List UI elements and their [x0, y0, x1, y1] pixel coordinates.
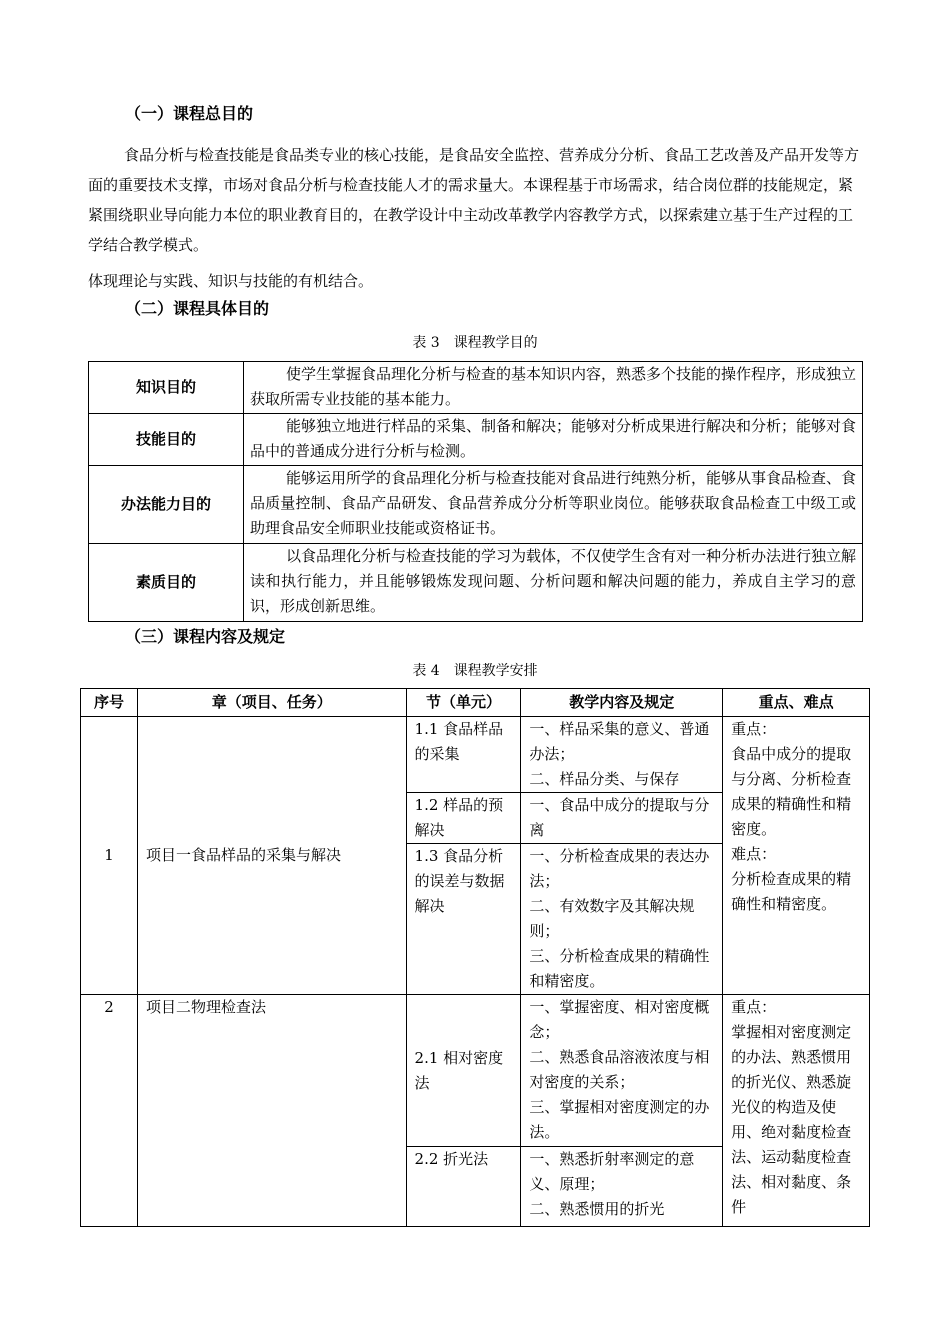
section-3-title: （三）课程内容及规定	[125, 627, 286, 646]
goal-label: 办法能力目的	[89, 466, 244, 544]
row-number: 2	[81, 995, 138, 1227]
table-header-row	[81, 689, 870, 717]
content-cell	[521, 717, 723, 793]
goal-label: 素质目的	[89, 544, 244, 622]
table-row	[81, 995, 870, 1147]
column-header: 节（单元）	[406, 689, 521, 717]
column-header: 序号	[81, 689, 138, 717]
content-line: 一、分析检查成果的表达办法；	[529, 847, 710, 890]
goal-text: 使学生掌握食品理化分析与检查的基本知识内容，熟悉多个技能的操作程序，形成独立获取所需专业技能的基本能力。	[244, 362, 863, 414]
content-cell	[521, 995, 723, 1147]
key-label: 重点：	[731, 998, 777, 1016]
table-row	[89, 544, 863, 622]
content-cell	[521, 1147, 723, 1227]
content-line: 二、熟悉食品溶液浓度与相对密度的关系；	[529, 1048, 710, 1091]
content-cell: 一、食品中成分的提取与分离	[521, 793, 723, 844]
chapter-cell: 项目二物理检查法	[137, 995, 406, 1227]
table-row	[81, 717, 870, 793]
section-cell: 1.2 样品的预解决	[406, 793, 521, 844]
section-cell: 2.1 相对密度法	[406, 995, 521, 1147]
goal-label: 技能目的	[89, 414, 244, 466]
content-line: 二、样品分类、与保存	[529, 770, 680, 788]
section-1-title: （一）课程总目的	[125, 104, 254, 123]
key-points-cell	[723, 995, 870, 1227]
content-line: 二、熟悉惯用的折光	[529, 1200, 665, 1218]
goal-text: 以食品理化分析与检查技能的学习为载体，不仅使学生含有对一种分析办法进行独立解读和执行能力，并且能够锻炼发现问题、分析问题和解决问题的能力，养成自主学习的意识，形成创新思维。	[244, 544, 863, 622]
section-1-paragraph-2: 体现理论与实践、知识与技能的有机结合。	[88, 272, 374, 290]
content-cell	[521, 844, 723, 995]
section-2-title: （二）课程具体目的	[125, 299, 270, 318]
column-header: 重点、难点	[723, 689, 870, 717]
content-line: 一、样品采集的意义、普通办法；	[529, 720, 710, 763]
key-points-cell	[723, 717, 870, 995]
course-schedule-table	[80, 688, 870, 1227]
section-1-paragraph: 食品分析与检查技能是食品类专业的核心技能，是食品安全监控、营养成分分析、食品工艺改善及产品开发等方面的重要技术支撑，市场对食品分析与检查技能人才的需求量大。本课程基于市场需求，结合岗位群的技能规定，紧紧围绕职业导向能力本位的职业教育目的，在教学设计中主动改革教学内容教学方式，以探索建立基于生产过程的工学结合教学模式。	[88, 146, 860, 254]
table-row	[89, 362, 863, 414]
content-line: 一、熟悉折射率测定的意义、原理；	[529, 1150, 695, 1193]
key-text: 掌握相对密度测定的办法、熟悉惯用的折光仪、熟悉旋光仪的构造及使用、绝对黏度检查法、运动黏度检查法、相对黏度、条件	[731, 1023, 852, 1216]
table-3-caption: 表 3 课程教学目的	[412, 335, 538, 351]
table-row	[89, 414, 863, 466]
chapter-cell: 项目一食品样品的采集与解决	[137, 717, 406, 995]
key-text: 食品中成分的提取与分离、分析检查成果的精确性和精密度。	[731, 745, 852, 838]
content-line: 三、掌握相对密度测定的办法。	[529, 1098, 710, 1141]
difficulty-label: 难点：	[731, 845, 777, 863]
section-cell: 2.2 折光法	[406, 1147, 521, 1227]
content-line: 二、有效数字及其解决规则；	[529, 897, 695, 940]
table-row	[89, 466, 863, 544]
table-4-caption: 表 4 课程教学安排	[412, 663, 538, 679]
course-goals-table	[88, 361, 863, 622]
goal-label: 知识目的	[89, 362, 244, 414]
column-header: 教学内容及规定	[521, 689, 723, 717]
section-cell: 1.1 食品样品的采集	[406, 717, 521, 793]
column-header: 章（项目、任务）	[137, 689, 406, 717]
content-line: 三、分析检查成果的精确性和精密度。	[529, 947, 710, 990]
goal-text: 能够独立地进行样品的采集、制备和解决；能够对分析成果进行解决和分析；能够对食品中的普通成分进行分析与检测。	[244, 414, 863, 466]
goal-text: 能够运用所学的食品理化分析与检查技能对食品进行纯熟分析，能够从事食品检查、食品质量控制、食品产品研发、食品营养成分分析等职业岗位。能够获取食品检查工中级工或助理食品安全师职业技能或资格证书。	[244, 466, 863, 544]
content-line: 一、掌握密度、相对密度概念；	[529, 998, 710, 1041]
row-number: 1	[81, 717, 138, 995]
key-label: 重点：	[731, 720, 777, 738]
section-cell: 1.3 食品分析的误差与数据解决	[406, 844, 521, 995]
difficulty-text: 分析检查成果的精确性和精密度。	[731, 870, 852, 913]
